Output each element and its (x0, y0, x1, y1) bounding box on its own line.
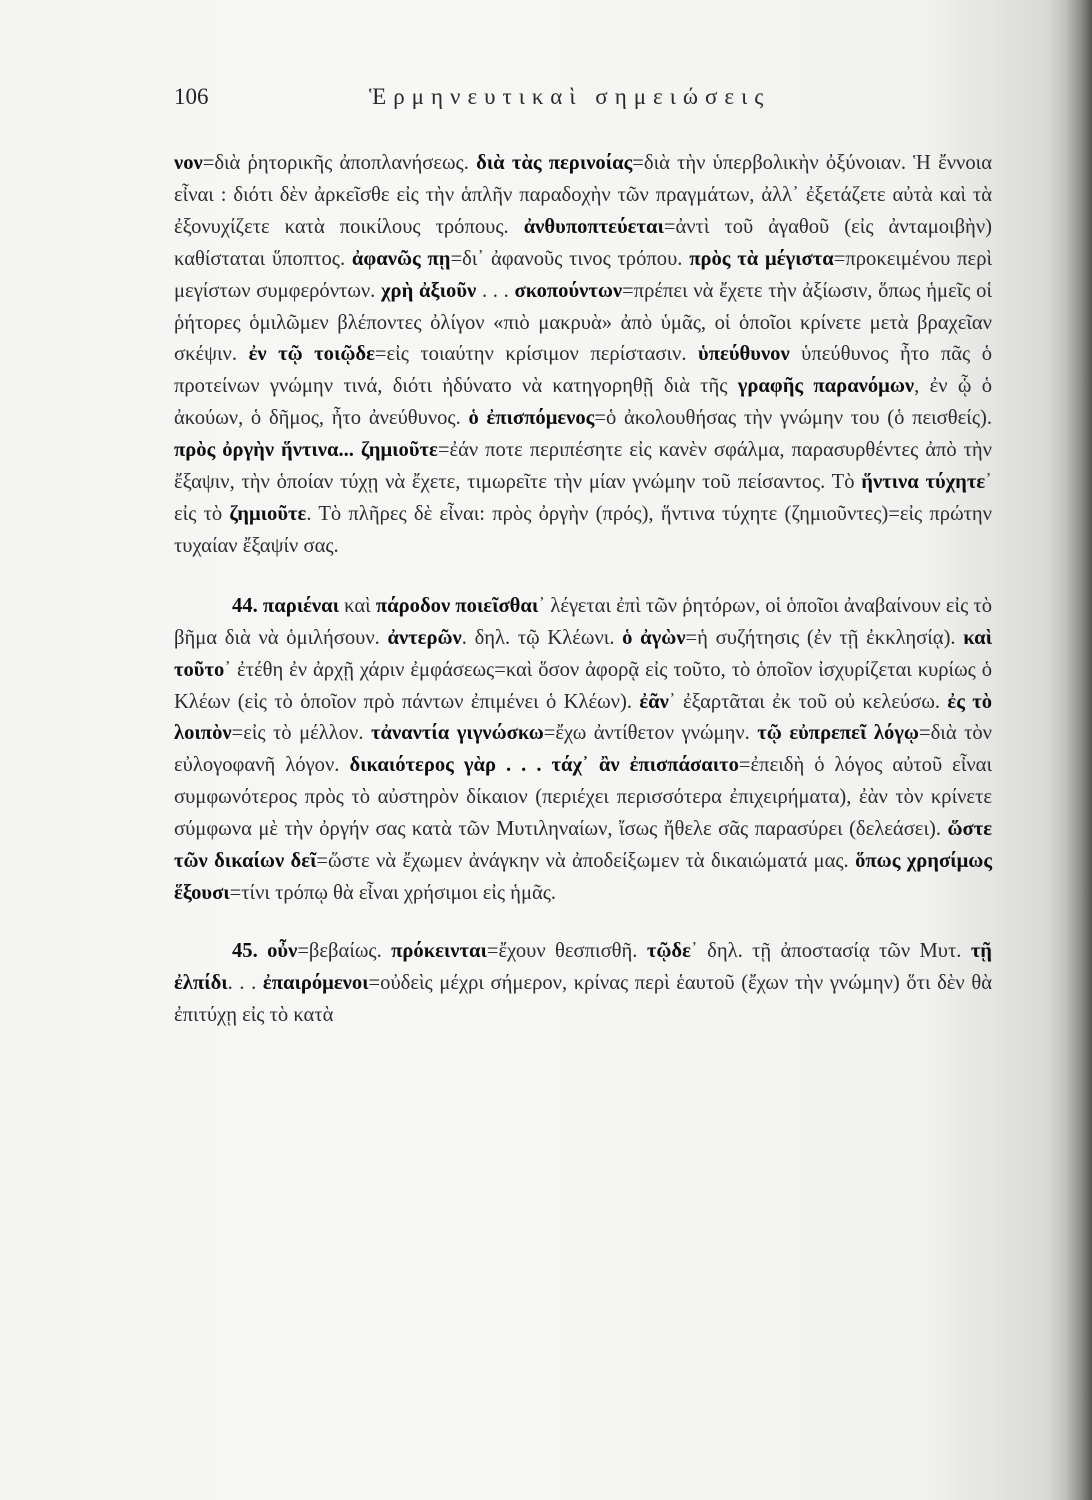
gloss-text: =ἔχουν θεσπισθῆ. (486, 939, 647, 962)
lemma-term: πρὸς ὀργὴν ἥντινα... ζημιοῦτε (174, 439, 438, 462)
lemma-term: γραφῆς παρανόμων (737, 375, 915, 398)
gloss-text: ᾽ ἐξαρτᾶται ἐκ τοῦ οὐ κελεύσω. (668, 690, 948, 713)
gloss-text: =διὰ τὴν ὑπερβολικὴν ὀξύνοιαν. Ἡ ἔννοια εἶναι : διότι δὲν ἀρκεῖσθε εἰς τὴν ἁπλῆν παραδοχὴν τῶν πραγμάτων, ἀλλ᾽ ἐξετάζετε αὐτὰ καὶ τὰ ἐξονυχίζετε κατὰ ποικίλους τρόπους. (174, 152, 992, 238)
gloss-text: . . . (476, 279, 515, 302)
lemma-term: ἐᾶν (639, 690, 669, 713)
lemma-term: νον (174, 152, 203, 174)
lemma-term: ζημιοῦτε (229, 502, 307, 525)
gloss-text: =πρέπει νὰ ἔχετε τὴν ἀξίωσιν, ὅπως ἡμεῖς οἱ ῥήτορες ὁμιλῶμεν βλέποντες ὀλίγον «πιὸ μακρυὰ» ἀπὸ ὑμᾶς, οἱ ὁποῖοι κρίνετε μετὰ βραχεῖαν σκέψιν. (174, 279, 992, 366)
lemma-term: ὁ ἀγὼν (622, 626, 686, 649)
gloss-text: ᾽ λέγεται ἐπὶ τῶν ῥητόρων, οἱ ὁποῖοι ἀναβαίνουν εἰς τὸ βῆμα διὰ νὰ ὁμιλήσουν. (174, 594, 992, 649)
gloss-text: . δηλ. τῷ Κλέωνι. (461, 626, 623, 649)
lemma-term: γιγνώσκω (456, 722, 544, 745)
note-paragraph-continued (174, 148, 992, 563)
gloss-text: =προκειμένου περὶ μεγίστων συμφερόντων. (174, 247, 993, 302)
gloss-text: =οὐδεὶς μέχρι σήμερον, κρίνας περὶ ἑαυτοῦ (ἔχων τὴν γνώμην) ὅτι δὲν θὰ ἐπιτύχῃ εἰς τὸ κατὰ (174, 971, 992, 1026)
gloss-text: =δι᾽ ἀφανοῦς τινος τρόπου. (450, 247, 690, 270)
lemma-term: ἀφανῶς πῃ (351, 247, 451, 270)
lemma-term: 45. (232, 939, 268, 962)
lemma-term: ὥστε τῶν δικαίων δεῖ (174, 818, 992, 873)
lemma-term: οὖν (267, 939, 298, 962)
gloss-text: . Τὸ πλῆρες δὲ εἶναι: πρὸς ὀργὴν (πρός), ἥντινα τύχητε (ζημιοῦντες)=εἰς πρώτην τυχαίαν ἔξαψίν σας. (174, 502, 992, 557)
lemma-term: σκοπούντων (514, 279, 623, 302)
lemma-term: πρὸς τὰ μέγιστα (689, 247, 834, 270)
gloss-text: . . . (227, 971, 263, 994)
lemma-term: διὰ τὰς περινοίας (476, 152, 633, 174)
lemma-term: ἐς τὸ λοιπὸν (174, 690, 992, 745)
gloss-text: =ἐάν ποτε περιπέσητε εἰς κανὲν σφάλμα, παρασυρθέντες ἀπὸ τὴν ἔξαψιν, τὴν ὁποίαν τύχῃ νὰ ἔχετε, τιμωρεῖτε τὴν μίαν γνώμην τοῦ πείσαντος. Τὸ (174, 439, 992, 494)
gloss-text: =διὰ τὸν εὐλογοφανῆ λόγον. (174, 722, 992, 777)
lemma-term: ἀντερῶν (387, 626, 462, 649)
lemma-term: χρὴ ἀξιοῦν (381, 279, 477, 302)
lemma-term: πρόκεινται (391, 939, 487, 962)
commentary-text (174, 148, 992, 1032)
gloss-text: =ἐπειδὴ ὁ λόγος αὐτοῦ εἶναι συμφωνότερος πρὸς τὸ αὐστηρὸν δίκαιον (περιέχει περισσότερα ἐπιχειρήματα), ἐὰν τὸν κρίνετε σύμφωνα μὲ τὴν ὀργήν σας κατὰ τῶν Μυτιληναίων, ἴσως ἤθελε σᾶς παρασύρει (δελεάσει). (174, 754, 992, 841)
gloss-text: =ἀντὶ τοῦ ἀγαθοῦ (εἰς ἀνταμοιβὴν) καθίσταται ὕποπτος. (174, 215, 992, 270)
gloss-text: ᾽ δηλ. τῇ ἀποστασίᾳ τῶν Μυτ. (690, 939, 971, 962)
gloss-text: =διὰ ῥητορικῆς ἀποπλανήσεως. (202, 152, 477, 174)
gloss-text: =τίνι τρόπῳ θὰ εἶναι χρήσιμοι εἰς ἡμᾶς. (229, 881, 557, 904)
gloss-text: =ὥστε νὰ ἔχωμεν ἀνάγκην νὰ ἀποδείξωμεν τὰ δικαιώματά μας. (316, 850, 856, 873)
gloss-text: =ὁ ἀκολουθήσας τὴν γνώμην του (ὁ πεισθείς). (594, 407, 992, 430)
lemma-term: τἀναντία (370, 722, 450, 745)
page-edge-shadow (1066, 0, 1092, 1500)
lemma-term: τῇ ἐλπίδι (174, 939, 992, 994)
gloss-text: =βεβαίως. (297, 939, 392, 962)
lemma-term: ὅπως χρησίμως ἕξουσι (174, 850, 993, 904)
lemma-term: καὶ τοῦτο (174, 626, 992, 681)
lemma-term: τῷδε (646, 939, 691, 962)
gloss-text: ᾽ εἰς τὸ (174, 471, 992, 525)
gloss-text: =ἡ συζήτησις (ἐν τῇ ἐκκλησίᾳ). (685, 626, 964, 649)
lemma-term: ἥντινα τύχητε (861, 471, 986, 494)
gloss-text: =εἰς τοιαύτην κρίσιμον περίστασιν. (374, 343, 699, 366)
lemma-term: 44. (232, 594, 263, 617)
running-title: Ἑρμηνευτικαὶ σημειώσεις (369, 84, 771, 109)
gloss-text: =εἰς τὸ μέλλον. (231, 722, 371, 745)
lemma-term: ἐν τῷ τοιῷδε (248, 343, 375, 366)
gloss-text (449, 722, 457, 744)
lemma-term: ἀνθυποπτεύεται (523, 215, 664, 238)
lemma-term: τῷ εὐπρεπεῖ λόγῳ (757, 722, 919, 745)
gloss-text: ὑπεύθυνος ἦτο πᾶς ὁ προτείνων γνώμην τινά, διότι ἠδύνατο νὰ κατηγορηθῇ διὰ τῆς (174, 343, 993, 398)
gloss-text: =ἔχω ἀντίθετον γνώμην. (543, 722, 758, 745)
lemma-term: πάροδον ποιεῖσθαι (375, 594, 539, 617)
page-number: 106 (174, 84, 209, 109)
lemma-term: ὑπεύθυνον (698, 343, 790, 366)
lemma-term: ἐπαιρόμενοι (262, 971, 369, 994)
lemma-term: ὁ ἐπισπόμενος (468, 407, 595, 430)
lemma-term: δικαιότερος γὰρ . . . τάχ᾽ ἂν ἐπισπάσαιτο (349, 754, 739, 777)
page-header (174, 84, 1014, 124)
gloss-text: , ἐν ᾧ ὁ ἀκούων, ὁ δῆμος, ἦτο ἀνεύθυνος. (174, 375, 993, 430)
gloss-text: ᾽ ἐτέθη ἐν ἀρχῇ χάριν ἐμφάσεως=καὶ ὅσον ἀφορᾷ εἰς τοῦτο, τὸ ὁποῖον ἰσχυρίζεται κυρίως ὁ Κλέων (εἰς τὸ ὁποῖον πρὸ πάντων ἐπιμένει ὁ Κλέων). (174, 658, 992, 713)
note-paragraph-45 (174, 936, 992, 1032)
gloss-text: καὶ (338, 594, 376, 617)
note-paragraph-44 (174, 591, 992, 910)
lemma-term: παριέναι (262, 594, 339, 617)
